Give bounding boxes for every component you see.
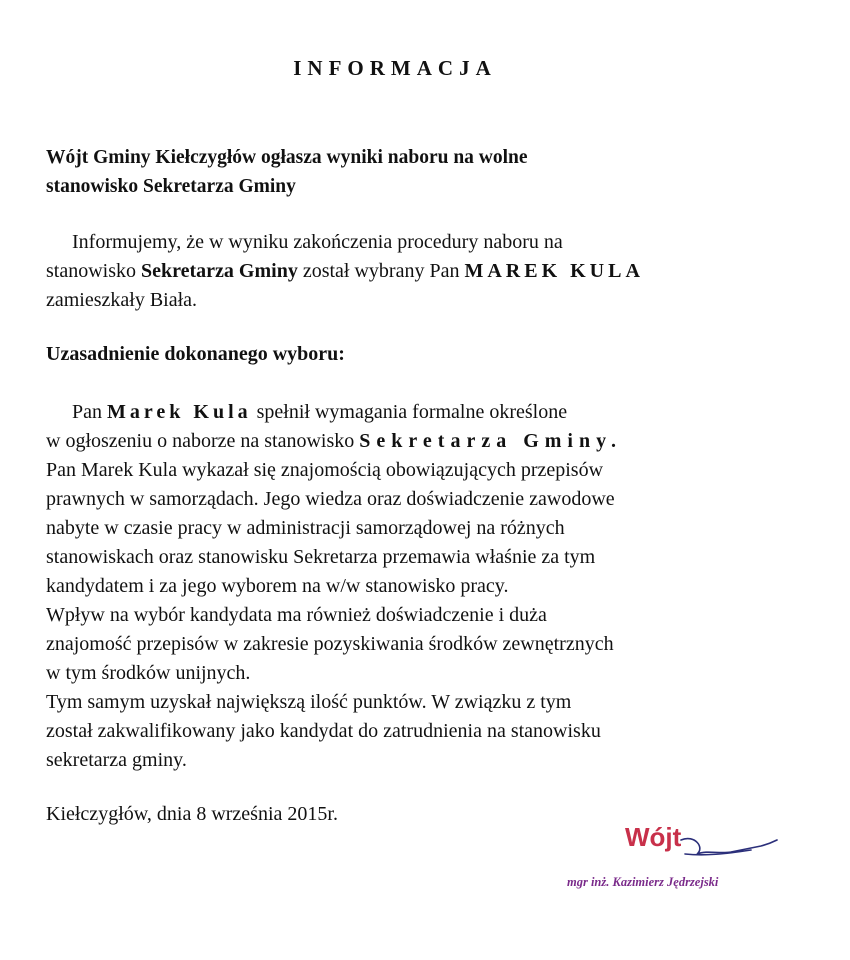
selected-candidate-name: MAREK KULA (464, 260, 644, 282)
justification-text-post: spełnił wymagania formalne określone (251, 401, 568, 423)
heading-line-2: stanowisko Sekretarza Gminy (46, 176, 296, 197)
justification-line-9: znajomość przepisów w zakresie pozyskiwania środków zewnętrznych (46, 633, 614, 655)
justification-text: w ogłoszeniu o naborze na stanowisko (46, 430, 360, 452)
position-name: Sekretarza Gminy (141, 260, 298, 282)
justification-line-7: kandydatem i za jego wyborem na w/w stanowisko pracy. (46, 575, 509, 597)
justification-paragraph (46, 398, 816, 775)
stamp-name: mgr inż. Kazimierz Jędrzejski (567, 875, 719, 889)
justification-line-11: Tym samym uzyskał największą ilość punktów. W związku z tym (46, 691, 572, 713)
justification-line-1 (46, 398, 816, 427)
justification-line-8: Wpływ na wybór kandydata ma również doświadczenie i duża (46, 604, 547, 626)
announcement-heading (46, 143, 806, 201)
position-name: Sekretarza Gminy. (359, 430, 622, 452)
justification-line-3: Pan Marek Kula wykazał się znajomością obowiązujących przepisów (46, 459, 604, 481)
intro-text: stanowisko (46, 260, 141, 282)
justification-line-12: został zakwalifikowany jako kandydat do zatrudnienia na stanowisku (46, 720, 601, 742)
justification-line-4: prawnych w samorządach. Jego wiedza oraz doświadczenie zawodowe (46, 488, 615, 510)
heading-line-1: Wójt Gminy Kiełczygłów ogłasza wyniki naboru na wolne (46, 147, 528, 168)
justification-line-6: stanowiskach oraz stanowisku Sekretarza przemawia właśnie za tym (46, 546, 596, 568)
signature-mark (681, 839, 777, 855)
justification-line-13: sekretarza gminy. (46, 749, 187, 771)
intro-line-1: Informujemy, że w wyniku zakończenia procedury naboru na (72, 231, 563, 253)
stamp-title: Wójt (625, 822, 682, 852)
place-and-date: Kiełczygłów, dnia 8 września 2015r. (46, 803, 338, 825)
intro-paragraph (46, 228, 816, 315)
justification-line-5: nabyte w czasie pracy w administracji samorządowej na różnych (46, 517, 565, 539)
document-title: INFORMACJA (293, 56, 497, 80)
candidate-name: Marek Kula (107, 401, 252, 423)
intro-line-3: zamieszkały Biała. (46, 289, 198, 311)
justification-heading: Uzasadnienie dokonanego wyboru: (46, 343, 345, 365)
official-stamp-signature (555, 820, 785, 910)
justification-line-10: w tym środków unijnych. (46, 662, 251, 684)
intro-line-2 (46, 257, 816, 286)
justification-text: Pan (72, 401, 107, 423)
justification-line-2 (46, 427, 816, 456)
intro-text-mid: został wybrany Pan (297, 260, 465, 282)
